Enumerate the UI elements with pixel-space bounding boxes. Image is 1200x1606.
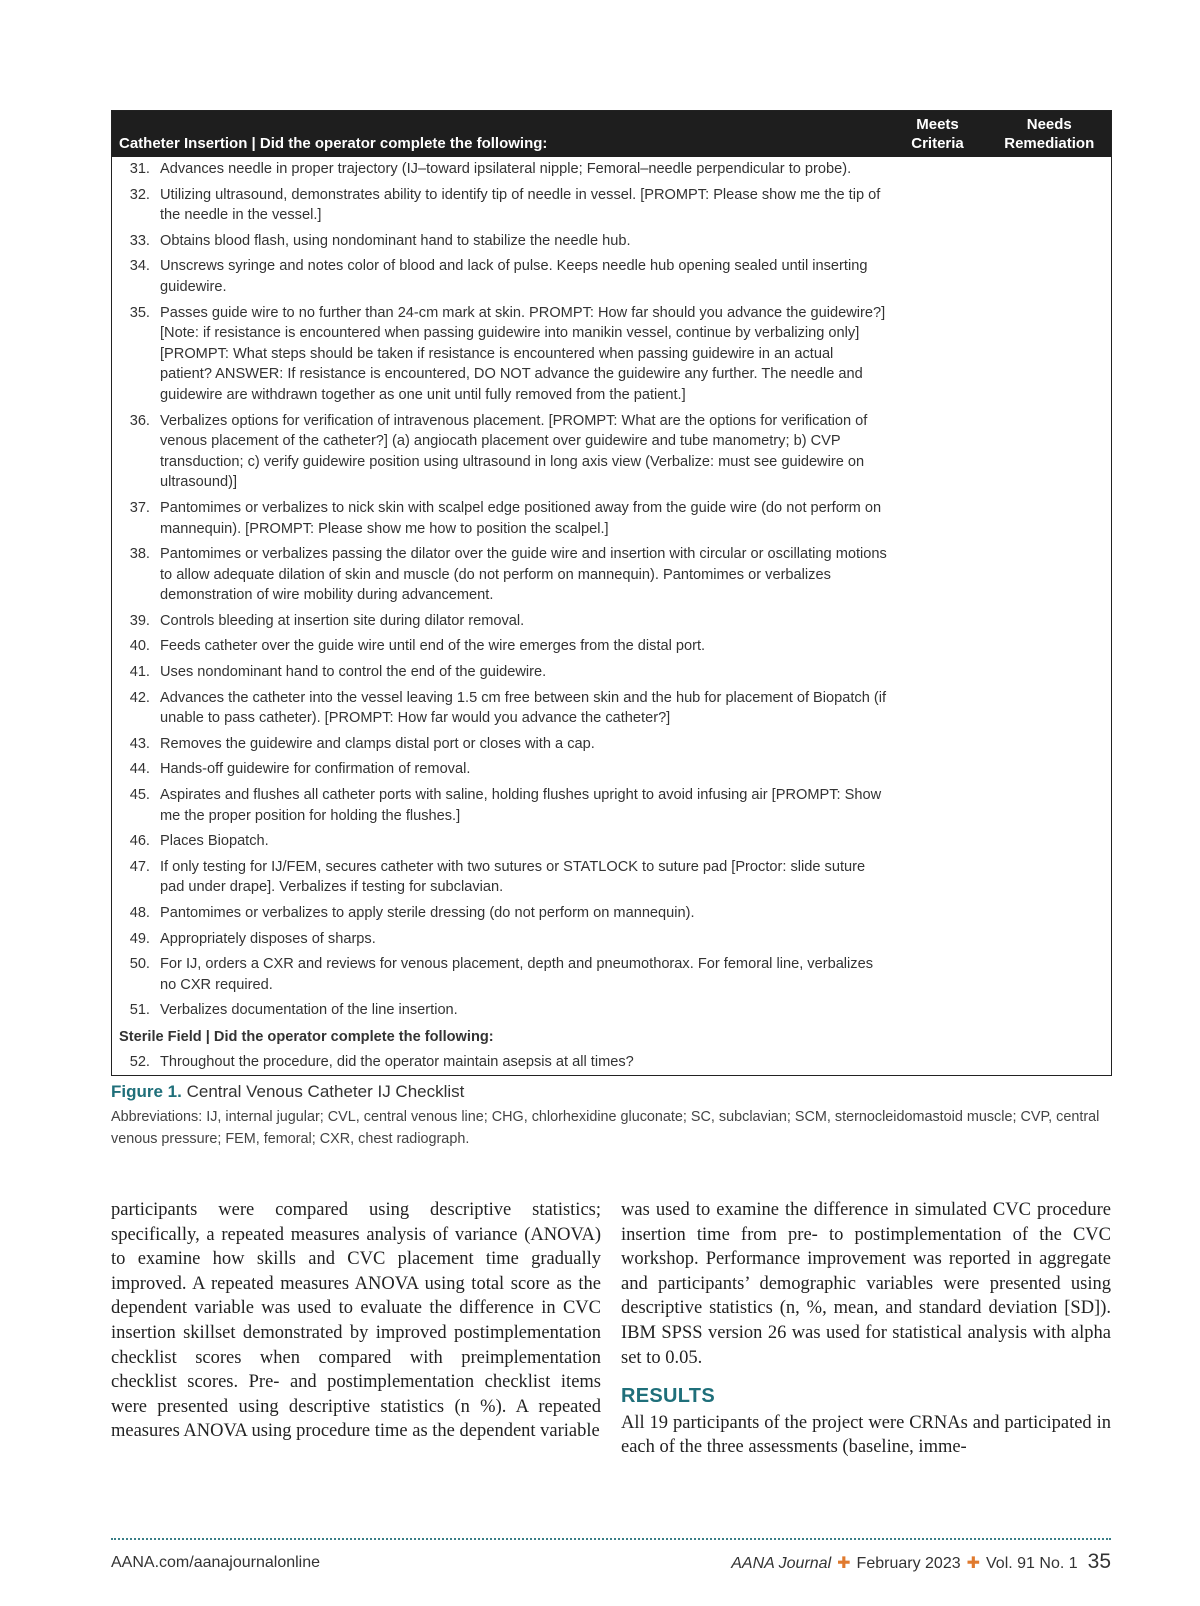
- needs-remediation-cell: [988, 829, 1112, 855]
- meets-criteria-cell: [888, 660, 988, 686]
- needs-remediation-cell: [988, 409, 1112, 496]
- meets-criteria-cell: [888, 686, 988, 732]
- checklist-item: [112, 857, 888, 898]
- item-number: 47.: [129, 858, 150, 875]
- checklist-item-cell: [112, 660, 888, 686]
- meets-criteria-cell: [888, 732, 988, 758]
- figure-caption: [111, 1082, 1111, 1102]
- section-title-sterile-field: Sterile Field | Did the operator complete the following:: [119, 1028, 494, 1045]
- item-text: Hands-off guidewire for confirmation of removal.: [160, 761, 471, 778]
- item-number: 40.: [129, 638, 150, 655]
- checklist-item: [112, 929, 888, 950]
- meets-criteria-cell: [888, 301, 988, 409]
- table-row: [112, 783, 1112, 829]
- checklist-item-cell: [112, 1050, 888, 1076]
- checklist-item-cell: [112, 686, 888, 732]
- checklist-item: [112, 498, 888, 539]
- checklist-item: [112, 303, 888, 406]
- checklist-item: [112, 688, 888, 729]
- checklist-item-cell: [112, 183, 888, 229]
- needs-remediation-cell: [988, 998, 1112, 1024]
- footer-journal: AANA Journal: [731, 1555, 832, 1572]
- needs-remediation-cell: [988, 496, 1112, 542]
- item-number: 52.: [129, 1053, 150, 1070]
- results-heading: RESULTS: [621, 1385, 715, 1408]
- needs-remediation-cell: [988, 634, 1112, 660]
- item-number: 41.: [129, 664, 150, 681]
- item-text: If only testing for IJ/FEM, secures catheter with two sutures or STATLOCK to suture pad [Proctor: slide suture pad under drape]. Verbalizes if testing for subclavian.: [160, 858, 866, 896]
- item-text: Pantomimes or verbalizes passing the dilator over the guide wire and insertion with circular or oscillating motions to allow adequate dilation of skin and muscle (do not perform on mannequin). Pantomimes or verbalizes demonstration of wire mobility during advancement.: [160, 546, 887, 604]
- needs-remediation-cell: [988, 609, 1112, 635]
- item-number: 45.: [129, 787, 150, 804]
- table-row: [112, 409, 1112, 496]
- item-number: 39.: [129, 612, 150, 629]
- item-text: Advances the catheter into the vessel leaving 1.5 cm free between skin and the hub for placement of Biopatch (if unable to pass catheter). [PROMPT: How far would you advance the catheter?]: [160, 689, 887, 727]
- checklist-item-cell: [112, 409, 888, 496]
- needs-remediation-cell: [988, 952, 1112, 998]
- meets-criteria-cell: [888, 1050, 988, 1076]
- meets-criteria-cell: [888, 952, 988, 998]
- meets-criteria-cell: [888, 542, 988, 609]
- page-footer: [111, 1550, 1111, 1576]
- checklist-item: [112, 831, 888, 852]
- figure-label: Figure 1.: [111, 1082, 182, 1102]
- checklist-item-cell: [112, 634, 888, 660]
- item-text: Verbalizes options for verification of intravenous placement. [PROMPT: What are the options for verification of venous placement of the catheter?] (a) angiocath placement over guidewire and tube manometry; b) CVP transduction; c) verify guidewire position using ultrasound in long axis view (Verbalize: must see guidewire on ultrasound)]: [160, 412, 868, 491]
- needs-remediation-cell: [988, 157, 1112, 183]
- checklist-item-cell: [112, 998, 888, 1024]
- col-header-meets: Meets Criteria: [888, 111, 988, 158]
- item-number: 49.: [129, 930, 150, 947]
- checklist-item: [112, 1000, 888, 1021]
- checklist-item-cell: [112, 732, 888, 758]
- table-row: [112, 609, 1112, 635]
- item-text: Feeds catheter over the guide wire until end of the wire emerges from the distal port.: [160, 638, 706, 655]
- table-row: [112, 660, 1112, 686]
- checklist-item: [112, 759, 888, 780]
- checklist-item: [112, 1052, 888, 1073]
- checklist-item-cell: [112, 783, 888, 829]
- checklist-item-cell: [112, 901, 888, 927]
- meets-criteria-cell: [888, 901, 988, 927]
- item-number: 43.: [129, 735, 150, 752]
- checklist-table: [111, 110, 1112, 1076]
- left-paragraph: participants were compared using descriptive statistics; specifically, a repeated measures analysis of variance (ANOVA) to examine how skills and CVC placement time gradually improved. A repeated measures ANOVA using total score as the dependent variable was used to evaluate the difference in CVC insertion skillset demonstrated by improved postimplementation checklist scores when compared with preimplementation checklist scores. Pre- and postimplementation checklist items were presented using descriptive statistics (n %). A repeated measures ANOVA using procedure time as the dependent variable: [111, 1200, 601, 1442]
- item-number: 50.: [129, 956, 150, 973]
- plus-icon: ✚: [966, 1555, 981, 1572]
- table-row: [112, 183, 1112, 229]
- meets-criteria-cell: [888, 409, 988, 496]
- right-column: [621, 1198, 1111, 1460]
- table-row: [112, 1050, 1112, 1076]
- item-text: Obtains blood flash, using nondominant hand to stabilize the needle hub.: [160, 232, 631, 249]
- checklist-item: [112, 159, 888, 180]
- checklist-item: [112, 256, 888, 297]
- table-header-title: Catheter Insertion | Did the operator complete the following:: [112, 111, 888, 158]
- checklist-item-cell: [112, 542, 888, 609]
- figure-container: [111, 110, 1111, 1150]
- checklist-item-cell: [112, 609, 888, 635]
- table-row: [112, 998, 1112, 1024]
- item-text: Aspirates and flushes all catheter ports with saline, holding flushes upright to avoid infusing air [PROMPT: Show me the proper position for holding the flushes.]: [160, 787, 882, 824]
- footer-citation: [731, 1550, 1111, 1574]
- meets-criteria-cell: [888, 998, 988, 1024]
- table-row: [112, 542, 1112, 609]
- item-number: 51.: [129, 1002, 150, 1019]
- item-number: 37.: [129, 499, 150, 516]
- meets-criteria-cell: [888, 609, 988, 635]
- table-row: [112, 229, 1112, 255]
- right-paragraph: was used to examine the difference in simulated CVC procedure insertion time from pre- to postimplementation of the CVC workshop. Performance improvement was reported in aggregate and participants’ demographic variables were presented using descriptive statistics (n, %, mean, and standard deviation [SD]). IBM SPSS version 26 was used for statistical analysis with alpha set to 0.05.: [621, 1200, 1111, 1368]
- needs-remediation-cell: [988, 1050, 1112, 1076]
- checklist-item-cell: [112, 229, 888, 255]
- needs-remediation-cell: [988, 542, 1112, 609]
- footer-url[interactable]: AANA.com/aanajournalonline: [111, 1554, 321, 1571]
- item-text: Appropriately disposes of sharps.: [160, 930, 376, 947]
- figure-title: Central Venous Catheter IJ Checklist: [186, 1082, 465, 1102]
- meets-criteria-cell: [888, 927, 988, 953]
- footer-date: February 2023: [856, 1555, 961, 1572]
- item-text: Pantomimes or verbalizes to nick skin with scalpel edge positioned away from the guide wire (do not perform on mannequin). [PROMPT: Please show me how to position the scalpel.]: [160, 499, 882, 537]
- footer-divider: [111, 1538, 1111, 1540]
- meets-criteria-cell: [888, 757, 988, 783]
- checklist-item: [112, 231, 888, 252]
- item-text: Removes the guidewire and clamps distal port or closes with a cap.: [160, 735, 595, 752]
- needs-remediation-cell: [988, 301, 1112, 409]
- item-text: Uses nondominant hand to control the end of the guidewire.: [160, 664, 547, 681]
- item-text: Throughout the procedure, did the operator maintain asepsis at all times?: [160, 1053, 634, 1070]
- meets-criteria-cell: [888, 783, 988, 829]
- item-text: Verbalizes documentation of the line insertion.: [160, 1002, 458, 1019]
- meets-criteria-cell: [888, 829, 988, 855]
- item-text: Unscrews syringe and notes color of blood and lack of pulse. Keeps needle hub opening sealed until inserting guidewire.: [160, 258, 868, 295]
- page-number: 35: [1087, 1550, 1111, 1573]
- checklist-item: [112, 903, 888, 924]
- left-column: [111, 1198, 601, 1460]
- item-text: Passes guide wire to no further than 24-cm mark at skin. PROMPT: How far should you advance the guidewire?] [Note: if resistance is encountered when passing guidewire into manikin vessel, continue by verbalizing only] [PROMPT: What steps should be taken if resistance is encountered when passing guidewire in an actual patient? ANSWER: If resistance is encountered, DO NOT advance the guidewire any further. The needle and guidewire are withdrawn together as one unit until fully removed from the patient.]: [160, 304, 886, 403]
- checklist-item-cell: [112, 301, 888, 409]
- table-row: [112, 301, 1112, 409]
- item-number: 48.: [129, 905, 150, 921]
- needs-remediation-cell: [988, 757, 1112, 783]
- item-text: For IJ, orders a CXR and reviews for venous placement, depth and pneumothorax. For femoral line, verbalizes no CXR required.: [160, 956, 874, 993]
- needs-remediation-cell: [988, 855, 1112, 901]
- meets-criteria-cell: [888, 183, 988, 229]
- item-number: 42.: [129, 689, 150, 706]
- checklist-item-cell: [112, 927, 888, 953]
- item-number: 34.: [129, 258, 150, 275]
- needs-remediation-cell: [988, 783, 1112, 829]
- table-row: [112, 855, 1112, 901]
- checklist-item: [112, 734, 888, 755]
- table-row: [112, 254, 1112, 300]
- table-row: [112, 901, 1112, 927]
- needs-remediation-cell: [988, 254, 1112, 300]
- table-row: [112, 757, 1112, 783]
- meets-criteria-cell: [888, 254, 988, 300]
- plus-icon: ✚: [837, 1555, 851, 1572]
- table-row: [112, 496, 1112, 542]
- needs-remediation-cell: [988, 686, 1112, 732]
- table-row: [112, 927, 1112, 953]
- table-header-row: [112, 111, 1112, 158]
- checklist-item-cell: [112, 855, 888, 901]
- item-number: 35.: [129, 304, 150, 321]
- checklist-item: [112, 185, 888, 226]
- needs-remediation-cell: [988, 927, 1112, 953]
- item-text: Advances needle in proper trajectory (IJ–toward ipsilateral nipple; Femoral–needle perpendicular to probe).: [160, 161, 852, 177]
- col-header-needs: Needs Remediation: [988, 111, 1112, 158]
- checklist-item: [112, 954, 888, 995]
- checklist-item: [112, 411, 888, 493]
- checklist-item-cell: [112, 157, 888, 183]
- checklist-item-cell: [112, 829, 888, 855]
- checklist-item-cell: [112, 952, 888, 998]
- checklist-item-cell: [112, 757, 888, 783]
- section-header-row: [112, 1024, 1112, 1050]
- item-text: Places Biopatch.: [160, 833, 269, 850]
- checklist-item: [112, 544, 888, 606]
- table-row: [112, 157, 1112, 183]
- results-paragraph: All 19 participants of the project were CRNAs and participated in each of the three assessments (baseline, imme-: [621, 1412, 1111, 1458]
- meets-criteria-cell: [888, 229, 988, 255]
- checklist-item-cell: [112, 254, 888, 300]
- checklist-item: [112, 636, 888, 657]
- needs-remediation-cell: [988, 183, 1112, 229]
- meets-criteria-cell: [888, 634, 988, 660]
- item-number: 31.: [129, 161, 150, 177]
- item-text: Utilizing ultrasound, demonstrates ability to identify tip of needle in vessel. [PROMPT: Please show me the tip of the needle in the vessel.]: [160, 186, 881, 224]
- needs-remediation-cell: [988, 732, 1112, 758]
- checklist-item: [112, 662, 888, 683]
- item-number: 36.: [129, 412, 150, 429]
- meets-criteria-cell: [888, 855, 988, 901]
- footer-volume: Vol. 91 No. 1: [986, 1555, 1078, 1572]
- needs-remediation-cell: [988, 901, 1112, 927]
- item-number: 46.: [129, 833, 150, 850]
- item-number: 33.: [129, 232, 150, 249]
- item-text: Controls bleeding at insertion site during dilator removal.: [160, 612, 525, 629]
- needs-remediation-cell: [988, 660, 1112, 686]
- table-row: [112, 732, 1112, 758]
- checklist-item: [112, 785, 888, 826]
- meets-criteria-cell: [888, 496, 988, 542]
- table-row: [112, 686, 1112, 732]
- item-number: 38.: [129, 546, 150, 563]
- table-row: [112, 634, 1112, 660]
- meets-criteria-cell: [888, 157, 988, 183]
- checklist-item: [112, 611, 888, 632]
- table-row: [112, 829, 1112, 855]
- figure-abbreviations: Abbreviations: IJ, internal jugular; CVL, central venous line; CHG, chlorhexidine gluconate; SC, subclavian; SCM, sternocleidomastoid muscle; CVP, central venous pressure; FEM, femoral; CXR, chest radiograph.: [111, 1109, 1100, 1148]
- table-row: [112, 952, 1112, 998]
- needs-remediation-cell: [988, 229, 1112, 255]
- body-columns: [111, 1198, 1111, 1460]
- checklist-item-cell: [112, 496, 888, 542]
- item-text: Pantomimes or verbalizes to apply sterile dressing (do not perform on mannequin).: [160, 905, 695, 921]
- item-number: 44.: [129, 761, 150, 778]
- item-number: 32.: [129, 186, 150, 203]
